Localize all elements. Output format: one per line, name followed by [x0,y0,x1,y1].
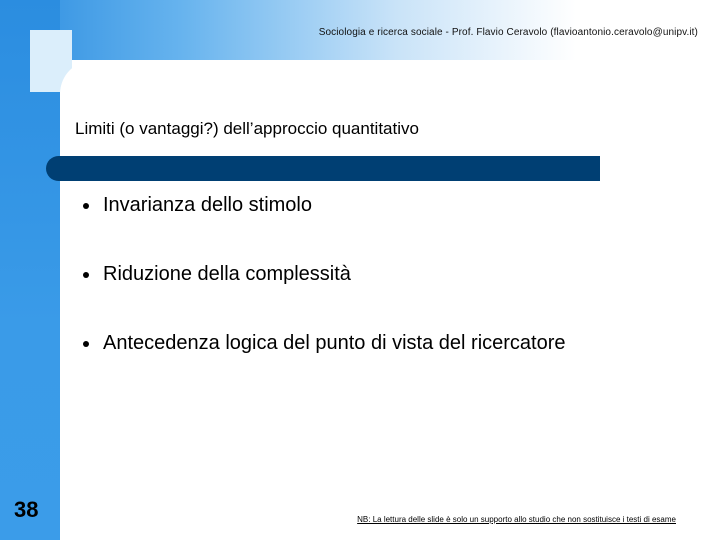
bullet-icon [79,334,92,354]
bullet-icon [79,196,92,216]
bullet-item: Invarianza dello stimolo [103,194,312,216]
slide-title: Limiti (o vantaggi?) dell’approccio quantitativo [75,119,419,138]
title-underline-bar [60,156,600,181]
bullet-item: Riduzione della complessità [103,263,351,285]
page-number: 38 [14,497,39,522]
slide-header-text: Sociologia e ricerca sociale - Prof. Flavio Ceravolo (flavioantonio.ceravolo@unipv.it) [318,27,698,38]
footnote-note: NB: La lettura delle slide è solo un supporto allo studio che non sostituisce i testi di esame [357,515,676,524]
bullet-icon [79,265,92,285]
bullet-item: Antecedenza logica del punto di vista del ricercatore [103,332,566,354]
